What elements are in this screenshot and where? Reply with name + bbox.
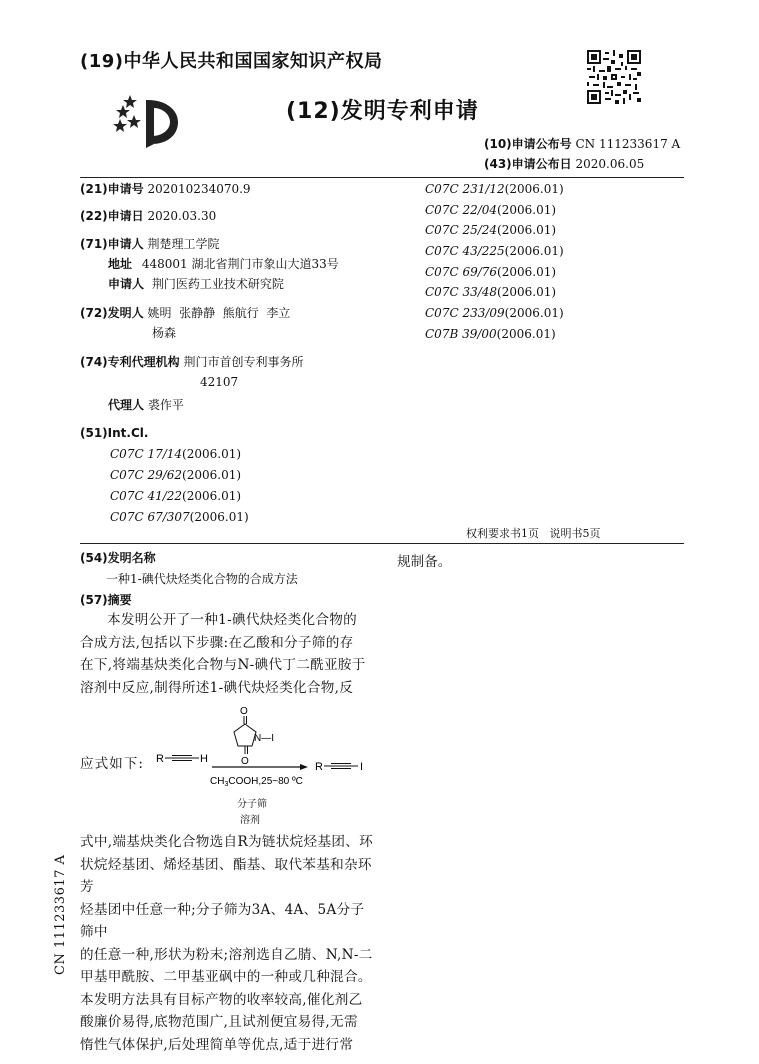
class-item: C07C 233/09(2006.01): [425, 306, 564, 321]
abstract-label: (57)摘要: [80, 593, 132, 607]
reagent-o-top: O: [240, 706, 248, 717]
abstract-line: 惰性气体保护,后处理简单等优点,适于进行常: [80, 1036, 354, 1053]
product-i: I: [360, 761, 364, 773]
applicant2-value: 荆门医药工业技术研究院: [151, 277, 284, 291]
intcl-label: (51)Int.Cl.: [80, 426, 149, 440]
class-item: C07C 33/48(2006.01): [425, 285, 557, 300]
class-item: C07C 22/04(2006.01): [425, 202, 557, 217]
address-row: [108, 256, 339, 272]
applicant-value: 荆楚理工学院: [147, 237, 220, 251]
address-label: 地址: [108, 257, 133, 271]
class-item: C07C 25/24(2006.01): [425, 223, 557, 238]
inventors-line2: 杨森: [152, 326, 177, 340]
address-value: 448001 湖北省荆门市象山大道33号: [141, 257, 339, 271]
side-number: CN 111233617 A: [53, 854, 68, 975]
intcl-item: C07C 29/62(2006.01): [110, 468, 242, 482]
abstract-line: 本发明公开了一种1-碘代炔烃类化合物的: [107, 612, 358, 628]
pub-no-label: (10)申请公布号: [484, 137, 572, 151]
abstract-line: 式中,端基炔类化合物选自R为链状烷烃基团、环: [80, 834, 374, 850]
agent-label: 代理人: [108, 398, 145, 412]
abstract-line: 溶剂中反应,制得所述1-碘代炔烃类化合物,反: [80, 679, 354, 696]
app-no-value: 202010234070.9: [147, 182, 251, 196]
intcl-list: [110, 446, 249, 530]
agency-label: (74)专利代理机构: [80, 355, 180, 369]
doc-type: (12)发明专利申请: [286, 99, 479, 124]
page-count: 权利要求书1页 说明书5页: [466, 527, 601, 540]
abstract-line: 合成方法,包括以下步骤:在乙酸和分子筛的存: [80, 634, 354, 651]
class-item: C07C 69/76(2006.01): [425, 264, 557, 279]
inventors-label: (72)发明人: [80, 306, 144, 320]
invention-title: 一种1-碘代炔烃类化合物的合成方法: [106, 572, 298, 586]
inventors-row: [80, 305, 290, 321]
agent-row: [108, 397, 184, 413]
pub-no-value: CN 111233617 A: [575, 137, 681, 151]
applicant-row: [80, 236, 220, 252]
applicant2-row: [108, 276, 284, 292]
abstract-line: 在下,将端基炔类化合物与N-碘代丁二酰亚胺于: [80, 657, 366, 673]
abstract-line: 本发明方法具有目标产物的收率较高,催化剂乙: [80, 991, 363, 1008]
reactant-h: H: [200, 753, 208, 765]
class-item: C07B 39/00(2006.01): [425, 326, 556, 341]
pub-date-label: (43)申请公布日: [484, 157, 572, 171]
intcl-item: C07C 17/14(2006.01): [110, 447, 242, 461]
condition-3: 溶剂: [240, 815, 260, 826]
office-name: (19)中华人民共和国国家知识产权局: [80, 51, 383, 72]
class-item: C07C 231/12(2006.01): [425, 182, 564, 196]
section-rule: [80, 543, 684, 544]
intcl-item: C07C 67/307(2006.01): [110, 510, 249, 524]
pub-date-row: [484, 156, 644, 172]
app-no-row: [80, 181, 251, 197]
reaction-scheme: [150, 700, 380, 830]
app-date-value: 2020.03.30: [147, 209, 217, 223]
title-label: (54)发明名称: [80, 551, 156, 565]
abstract-line: 甲基甲酰胺、二甲基亚砜中的一种或几种混合。: [80, 969, 372, 985]
qr-code: [587, 50, 641, 104]
agency-code: 42107: [200, 375, 239, 389]
intcl-item: C07C 41/22(2006.01): [110, 489, 242, 503]
header-rule: [80, 177, 684, 178]
reactant-r: R: [156, 753, 164, 765]
app-date-label: (22)申请日: [80, 209, 144, 223]
class-item: C07C 43/225(2006.01): [425, 244, 564, 259]
abstract-part2: [80, 831, 375, 1056]
reagent-ni: N—I: [254, 733, 274, 744]
product-r: R: [315, 761, 323, 773]
inventors-line1: 姚明 张静静 熊航行 李立: [147, 306, 291, 320]
abstract-line: 烃基团中任意一种;分子筛为3A、4A、5A分子筛中: [80, 901, 365, 940]
office-logo: [108, 92, 190, 150]
app-no-label: (21)申请号: [80, 182, 144, 196]
abstract-line: 的任意一种,形状为粉末;溶剂选自乙腈、N,N-二: [80, 946, 373, 963]
right-class-list: [425, 181, 564, 347]
abstract-line: 酸廉价易得,底物范围广,且试剂便宜易得,无需: [80, 1014, 358, 1030]
pub-date-value: 2020.06.05: [575, 157, 645, 171]
agency-value: 荆门市首创专利事务所: [183, 355, 304, 369]
agency-row: [80, 354, 304, 370]
app-date-row: [80, 208, 216, 224]
agent-value: 裘作平: [147, 398, 184, 412]
condition-2: 分子筛: [237, 799, 267, 810]
abstract-part1: [80, 609, 370, 699]
condition-1: $CH_3COOH,25\sim 80$ ºC: [210, 776, 303, 788]
right-column-text: 规制备。: [397, 554, 452, 570]
applicant2-label: 申请人: [108, 277, 145, 291]
pub-no-row: [484, 136, 680, 152]
reaction-prefix: 应式如下:: [80, 756, 144, 772]
applicant-label: (71)申请人: [80, 237, 144, 251]
abstract-line: 状烷烃基团、烯烃基团、酯基、取代苯基和杂环芳: [80, 856, 372, 895]
reagent-o-bottom: O: [241, 756, 249, 767]
